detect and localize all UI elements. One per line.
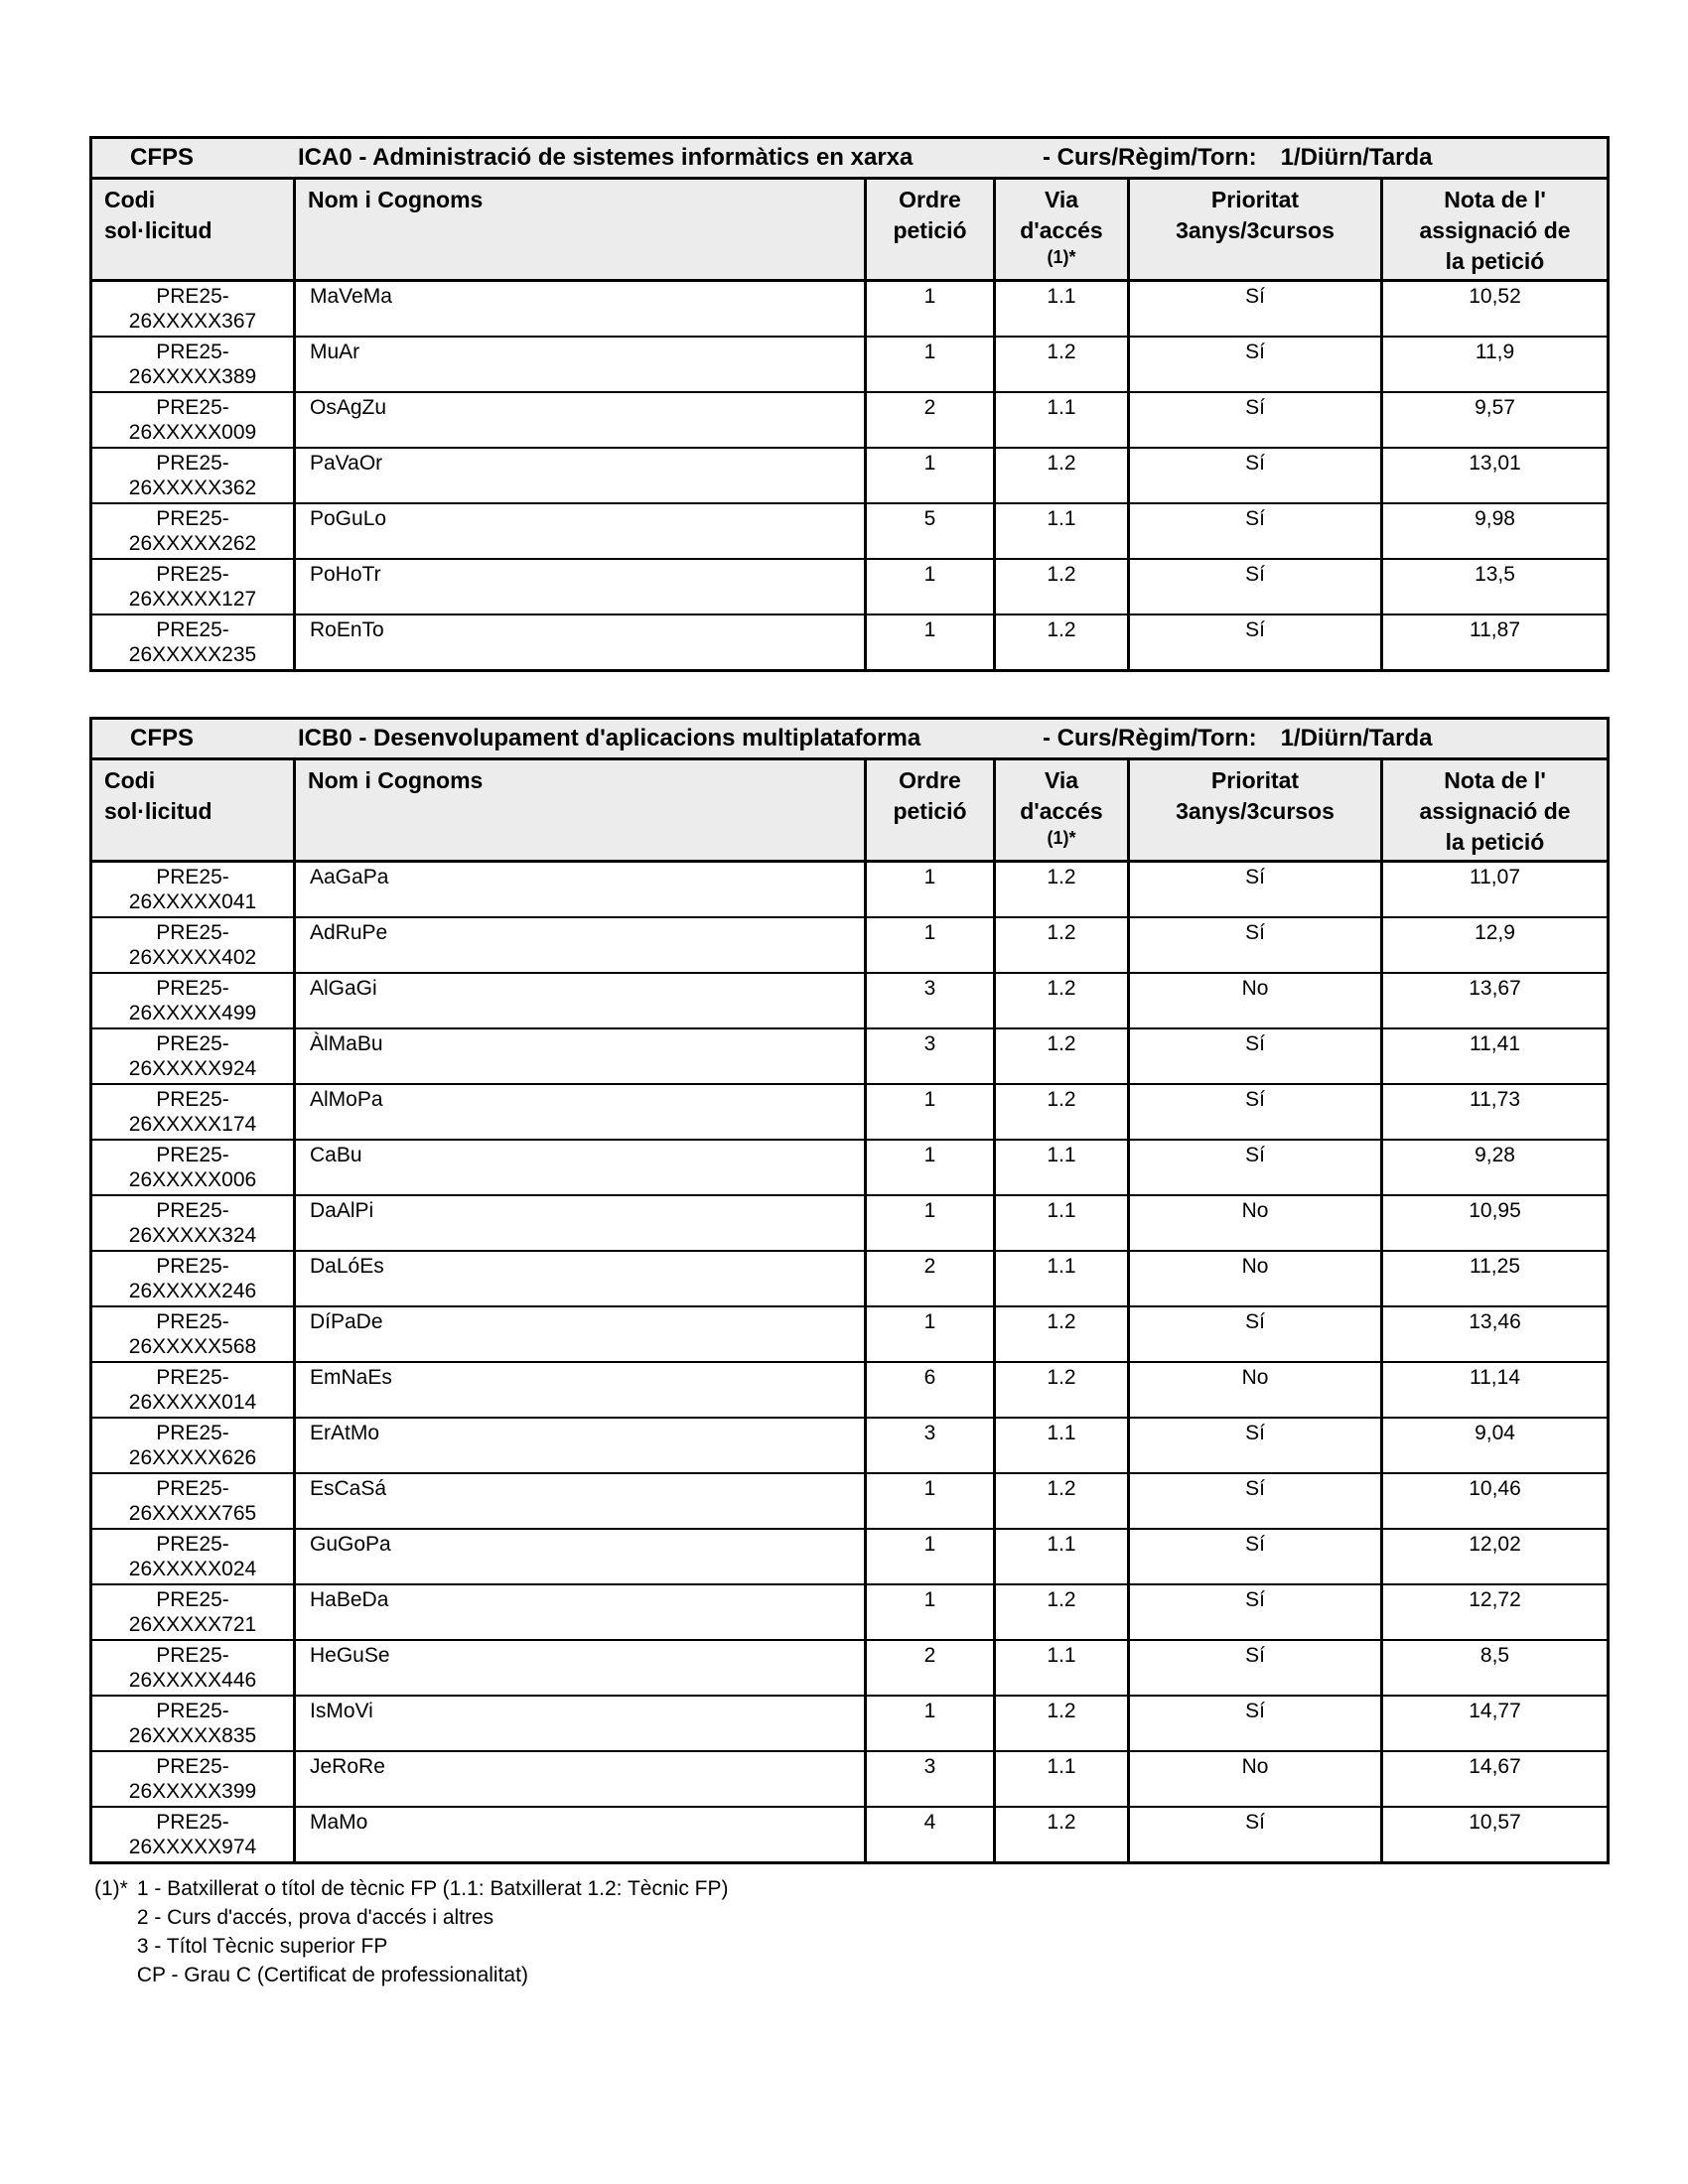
cell-codi: PRE25- 26XXXXX362 xyxy=(92,449,296,502)
cell-via: 1.2 xyxy=(996,1085,1130,1139)
table-row xyxy=(92,1808,1607,1861)
cell-nota: 9,28 xyxy=(1475,1144,1515,1166)
cell-nota: 11,07 xyxy=(1470,866,1520,888)
table-row xyxy=(92,1307,1607,1363)
cell-via: 1.2 xyxy=(996,863,1130,916)
cell-via: 1.1 xyxy=(996,1530,1130,1583)
cell-nom: MaMo xyxy=(296,1808,867,1861)
cell-via: 1.2 xyxy=(996,560,1130,614)
cell-ordre: 1 xyxy=(867,863,996,916)
cell-codi: PRE25- 26XXXXX389 xyxy=(92,338,296,391)
cell-nota: 10,95 xyxy=(1469,1199,1521,1222)
cell-nom: PaVaOr xyxy=(296,449,867,502)
footnote-marker: (1)* xyxy=(94,1877,128,1900)
cell-nota: 11,87 xyxy=(1470,618,1520,641)
cell-prioritat: Sí xyxy=(1130,282,1383,336)
column-header-via: Via d'accés (1)* xyxy=(996,180,1130,279)
torn-value: 1/Diürn/Tarda xyxy=(1280,144,1433,171)
cell-nom: RoEnTo xyxy=(296,615,867,669)
cell-via: 1.2 xyxy=(996,1363,1130,1417)
table-title-bar xyxy=(92,720,1607,760)
column-header-via: Via d'accés (1)* xyxy=(996,760,1130,860)
cell-nom: MaVeMa xyxy=(296,282,867,336)
cell-nom: HaBeDa xyxy=(296,1585,867,1639)
cell-nota: 14,67 xyxy=(1469,1755,1521,1778)
cell-codi: PRE25- 26XXXXX835 xyxy=(92,1697,296,1750)
cell-codi: PRE25- 26XXXXX626 xyxy=(92,1419,296,1472)
cell-prioritat: No xyxy=(1130,1252,1383,1305)
cell-via: 1.2 xyxy=(996,918,1130,972)
table-row xyxy=(92,1474,1607,1530)
cell-nota: 11,14 xyxy=(1470,1366,1520,1389)
table-row xyxy=(92,863,1607,918)
cell-prioritat: Sí xyxy=(1130,1697,1383,1750)
cell-nom: GuGoPa xyxy=(296,1530,867,1583)
cell-nota: 9,98 xyxy=(1475,507,1515,530)
cell-nom: CaBu xyxy=(296,1141,867,1194)
torn-value: 1/Diürn/Tarda xyxy=(1280,725,1433,751)
table-row xyxy=(92,393,1607,449)
table-row xyxy=(92,1530,1607,1585)
cell-ordre: 1 xyxy=(867,1307,996,1361)
cell-prioritat: Sí xyxy=(1130,1141,1383,1194)
cell-ordre: 5 xyxy=(867,504,996,558)
cell-nom: AdRuPe xyxy=(296,918,867,972)
table-body xyxy=(92,863,1607,1861)
table-body xyxy=(92,282,1607,669)
column-header-nom: Nom i Cognoms xyxy=(296,760,867,860)
cell-prioritat: No xyxy=(1130,1196,1383,1250)
cell-prioritat: Sí xyxy=(1130,1530,1383,1583)
cell-ordre: 1 xyxy=(867,1085,996,1139)
cell-nom: DíPaDe xyxy=(296,1307,867,1361)
cell-nota: 10,46 xyxy=(1469,1477,1521,1500)
cell-nota: 11,41 xyxy=(1470,1032,1520,1055)
footnote-line: 3 - Títol Tècnic superior FP xyxy=(136,1935,388,1958)
cell-nota: 14,77 xyxy=(1469,1700,1521,1722)
cell-codi: PRE25- 26XXXXX235 xyxy=(92,615,296,669)
cell-via: 1.2 xyxy=(996,1585,1130,1639)
cell-codi: PRE25- 26XXXXX402 xyxy=(92,918,296,972)
cell-ordre: 1 xyxy=(867,338,996,391)
column-header-nota: Nota de l' assignació de la petició xyxy=(1419,767,1571,855)
cell-nota: 12,72 xyxy=(1469,1588,1521,1611)
cell-nom: AlMoPa xyxy=(296,1085,867,1139)
cell-nota: 10,57 xyxy=(1469,1811,1521,1834)
cell-codi: PRE25- 26XXXXX009 xyxy=(92,393,296,447)
cell-prioritat: Sí xyxy=(1130,504,1383,558)
column-header-codi: Codi sol·licitud xyxy=(92,760,296,860)
footnote-line: 2 - Curs d'accés, prova d'accés i altres xyxy=(136,1906,494,1929)
cell-nota: 12,9 xyxy=(1475,921,1515,944)
cell-ordre: 2 xyxy=(867,1252,996,1305)
cell-nom: EmNaEs xyxy=(296,1363,867,1417)
cell-nota: 10,52 xyxy=(1469,285,1521,308)
cell-via: 1.2 xyxy=(996,615,1130,669)
cell-codi: PRE25- 26XXXXX262 xyxy=(92,504,296,558)
cell-prioritat: Sí xyxy=(1130,1307,1383,1361)
table-row xyxy=(92,282,1607,338)
cell-nom: OsAgZu xyxy=(296,393,867,447)
cell-codi: PRE25- 26XXXXX014 xyxy=(92,1363,296,1417)
cell-nota: 12,02 xyxy=(1469,1533,1521,1556)
program-label: CFPS xyxy=(130,725,195,751)
cell-prioritat: Sí xyxy=(1130,1419,1383,1472)
table-row xyxy=(92,1196,1607,1252)
table-row xyxy=(92,1141,1607,1196)
cell-nom: AaGaPa xyxy=(296,863,867,916)
table-row xyxy=(92,1641,1607,1697)
cell-codi: PRE25- 26XXXXX765 xyxy=(92,1474,296,1528)
footnotes xyxy=(94,1874,728,1989)
table-row xyxy=(92,974,1607,1029)
cell-nota: 11,73 xyxy=(1470,1088,1520,1111)
footnote-line: 1 - Batxillerat o títol de tècnic FP (1.1: Batxillerat 1.2: Tècnic FP) xyxy=(136,1877,729,1900)
table-row xyxy=(92,1419,1607,1474)
cell-nom: DaAlPi xyxy=(296,1196,867,1250)
cell-ordre: 1 xyxy=(867,1585,996,1639)
cell-prioritat: Sí xyxy=(1130,918,1383,972)
cell-via: 1.2 xyxy=(996,974,1130,1027)
column-header-ordre: Ordre petició xyxy=(867,760,996,860)
cell-via: 1.2 xyxy=(996,1474,1130,1528)
cell-via: 1.2 xyxy=(996,338,1130,391)
cell-via: 1.1 xyxy=(996,1141,1130,1194)
cell-prioritat: Sí xyxy=(1130,393,1383,447)
cell-codi: PRE25- 26XXXXX174 xyxy=(92,1085,296,1139)
cell-nom: ÀlMaBu xyxy=(296,1029,867,1083)
torn-label: - Curs/Règim/Torn: xyxy=(1043,725,1257,751)
table-row xyxy=(92,918,1607,974)
cell-prioritat: Sí xyxy=(1130,560,1383,614)
cell-prioritat: No xyxy=(1130,1363,1383,1417)
cell-codi: PRE25- 26XXXXX399 xyxy=(92,1752,296,1806)
cell-ordre: 3 xyxy=(867,974,996,1027)
cell-codi: PRE25- 26XXXXX006 xyxy=(92,1141,296,1194)
cell-ordre: 2 xyxy=(867,393,996,447)
cell-nota: 11,9 xyxy=(1475,341,1515,363)
table-cfps-ica0 xyxy=(89,136,1610,672)
cell-ordre: 1 xyxy=(867,1141,996,1194)
cell-nom: IsMoVi xyxy=(296,1697,867,1750)
cell-codi: PRE25- 26XXXXX127 xyxy=(92,560,296,614)
table-row xyxy=(92,1252,1607,1307)
cell-nom: HeGuSe xyxy=(296,1641,867,1695)
cell-codi: PRE25- 26XXXXX024 xyxy=(92,1530,296,1583)
cell-nota: 8,5 xyxy=(1479,1644,1510,1667)
cell-codi: PRE25- 26XXXXX246 xyxy=(92,1252,296,1305)
cell-via: 1.1 xyxy=(996,504,1130,558)
cell-ordre: 3 xyxy=(867,1419,996,1472)
table-row xyxy=(92,1697,1607,1752)
cell-via: 1.1 xyxy=(996,282,1130,336)
footnote-lines xyxy=(137,1874,729,1989)
table-row xyxy=(92,338,1607,393)
cell-via: 1.2 xyxy=(996,1307,1130,1361)
column-header-nom: Nom i Cognoms xyxy=(296,180,867,279)
cell-nom: PoHoTr xyxy=(296,560,867,614)
cell-prioritat: Sí xyxy=(1130,449,1383,502)
cell-ordre: 1 xyxy=(867,282,996,336)
cell-codi: PRE25- 26XXXXX924 xyxy=(92,1029,296,1083)
cell-codi: PRE25- 26XXXXX568 xyxy=(92,1307,296,1361)
cell-nom: EsCaSá xyxy=(296,1474,867,1528)
cell-ordre: 1 xyxy=(867,1474,996,1528)
cell-prioritat: Sí xyxy=(1130,615,1383,669)
cell-nota: 13,01 xyxy=(1469,452,1521,475)
course-name: ICA0 - Administració de sistemes informàtics en xarxa xyxy=(298,144,914,171)
cell-ordre: 1 xyxy=(867,560,996,614)
table-row xyxy=(92,504,1607,560)
cell-prioritat: No xyxy=(1130,974,1383,1027)
cell-nota: 11,25 xyxy=(1470,1255,1520,1278)
cell-ordre: 4 xyxy=(867,1808,996,1861)
torn-label: - Curs/Règim/Torn: xyxy=(1043,144,1257,171)
cell-nota: 9,04 xyxy=(1475,1422,1515,1444)
cell-codi: PRE25- 26XXXXX974 xyxy=(92,1808,296,1861)
cell-codi: PRE25- 26XXXXX499 xyxy=(92,974,296,1027)
table-row xyxy=(92,1363,1607,1419)
cell-ordre: 3 xyxy=(867,1029,996,1083)
cell-via: 1.1 xyxy=(996,1252,1130,1305)
column-header-prioritat: Prioritat 3anys/3cursos xyxy=(1130,760,1383,860)
cell-via: 1.2 xyxy=(996,1808,1130,1861)
cell-prioritat: Sí xyxy=(1130,1085,1383,1139)
cell-ordre: 1 xyxy=(867,918,996,972)
cell-prioritat: Sí xyxy=(1130,1641,1383,1695)
course-name: ICB0 - Desenvolupament d'aplicacions multiplataforma xyxy=(298,725,921,751)
table-row xyxy=(92,560,1607,615)
cell-prioritat: No xyxy=(1130,1752,1383,1806)
table-cfps-icb0 xyxy=(89,717,1610,1864)
cell-codi: PRE25- 26XXXXX324 xyxy=(92,1196,296,1250)
cell-nom: PoGuLo xyxy=(296,504,867,558)
cell-ordre: 1 xyxy=(867,1530,996,1583)
cell-ordre: 3 xyxy=(867,1752,996,1806)
table-row xyxy=(92,1585,1607,1641)
cell-nom: DaLóEs xyxy=(296,1252,867,1305)
table-header-row xyxy=(92,180,1607,282)
cell-via: 1.2 xyxy=(996,449,1130,502)
column-header-codi: Codi sol·licitud xyxy=(92,180,296,279)
table-row xyxy=(92,1029,1607,1085)
cell-via: 1.2 xyxy=(996,1697,1130,1750)
cell-codi: PRE25- 26XXXXX721 xyxy=(92,1585,296,1639)
cell-ordre: 1 xyxy=(867,1196,996,1250)
column-header-ordre: Ordre petició xyxy=(867,180,996,279)
table-row xyxy=(92,1085,1607,1141)
cell-nom: ErAtMo xyxy=(296,1419,867,1472)
cell-nom: JeRoRe xyxy=(296,1752,867,1806)
cell-codi: PRE25- 26XXXXX446 xyxy=(92,1641,296,1695)
column-header-nota: Nota de l' assignació de la petició xyxy=(1419,187,1571,274)
cell-nota: 9,57 xyxy=(1475,396,1515,419)
cell-via: 1.2 xyxy=(996,1029,1130,1083)
cell-via: 1.1 xyxy=(996,1641,1130,1695)
cell-nom: AlGaGi xyxy=(296,974,867,1027)
column-header-prioritat: Prioritat 3anys/3cursos xyxy=(1130,180,1383,279)
cell-prioritat: Sí xyxy=(1130,863,1383,916)
program-label: CFPS xyxy=(130,144,195,171)
cell-via: 1.1 xyxy=(996,1196,1130,1250)
cell-codi: PRE25- 26XXXXX041 xyxy=(92,863,296,916)
cell-nom: MuAr xyxy=(296,338,867,391)
cell-nota: 13,67 xyxy=(1469,977,1521,1000)
cell-ordre: 2 xyxy=(867,1641,996,1695)
cell-via: 1.1 xyxy=(996,1752,1130,1806)
footnote-line: CP - Grau C (Certificat de professionalitat) xyxy=(136,1964,528,1986)
cell-via: 1.1 xyxy=(996,1419,1130,1472)
cell-ordre: 1 xyxy=(867,615,996,669)
table-row xyxy=(92,449,1607,504)
cell-prioritat: Sí xyxy=(1130,1474,1383,1528)
cell-prioritat: Sí xyxy=(1130,1029,1383,1083)
table-row xyxy=(92,1752,1607,1808)
cell-via: 1.1 xyxy=(996,393,1130,447)
cell-prioritat: Sí xyxy=(1130,338,1383,391)
cell-prioritat: Sí xyxy=(1130,1585,1383,1639)
table-header-row xyxy=(92,760,1607,863)
cell-nota: 13,46 xyxy=(1469,1310,1521,1333)
cell-codi: PRE25- 26XXXXX367 xyxy=(92,282,296,336)
cell-ordre: 6 xyxy=(867,1363,996,1417)
table-title-bar xyxy=(92,139,1607,180)
cell-ordre: 1 xyxy=(867,449,996,502)
cell-nota: 13,5 xyxy=(1475,563,1515,586)
cell-prioritat: Sí xyxy=(1130,1808,1383,1861)
table-row xyxy=(92,615,1607,669)
cell-ordre: 1 xyxy=(867,1697,996,1750)
